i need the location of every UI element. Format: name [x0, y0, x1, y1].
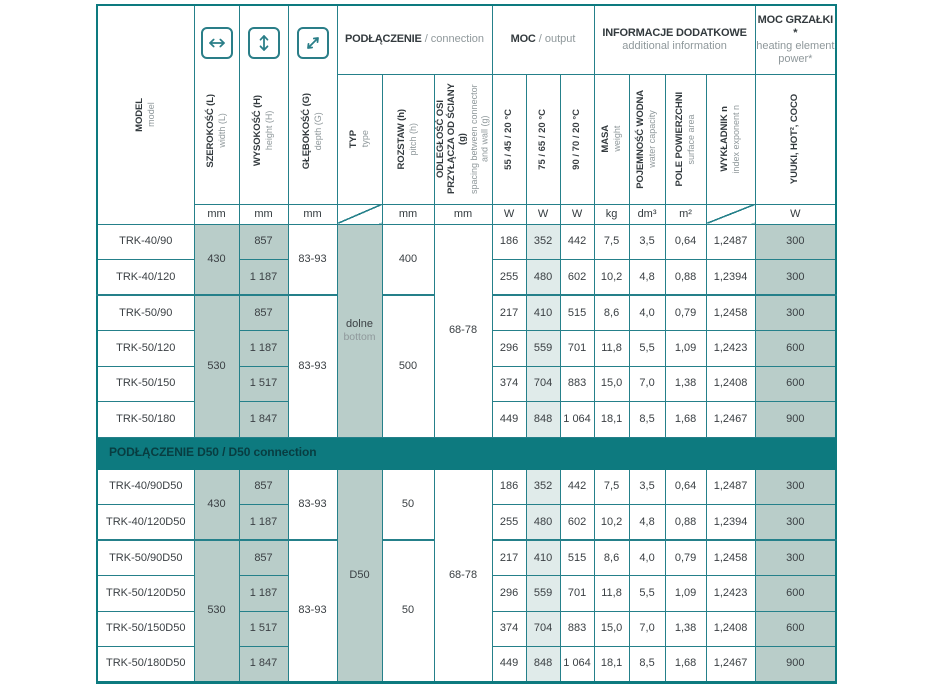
depth-header-label — [302, 93, 324, 169]
exponent-cell: 1,2423 — [706, 576, 755, 612]
typ-header-en: type — [359, 130, 370, 148]
heater-power-cell: 600 — [755, 331, 836, 367]
exponent-header — [706, 74, 755, 204]
surface-area-header-label — [675, 92, 697, 186]
units-row — [97, 204, 836, 224]
output-75-cell: 480 — [526, 505, 560, 541]
rozstaw-cell: 500 — [382, 295, 434, 437]
d50-section-band-label: PODŁĄCZENIE D50 / D50 connection — [97, 437, 836, 469]
exponent-unit-diagonal — [706, 204, 755, 224]
output-55-cell: 449 — [492, 402, 526, 438]
depth-cell: 83-93 — [288, 469, 337, 540]
exponent-header-en: index exponent n — [730, 104, 741, 174]
height-cell: 1 187 — [239, 260, 288, 296]
exponent-cell: 1,2394 — [706, 260, 755, 296]
surface-area-cell: 0,79 — [665, 295, 706, 331]
output-55-unit: W — [492, 204, 526, 224]
heater-power-group-en: heating element power* — [756, 40, 835, 65]
depth-header — [288, 5, 337, 204]
output-55-cell: 255 — [492, 505, 526, 541]
weight-cell: 11,8 — [594, 576, 629, 612]
output-75-cell: 848 — [526, 647, 560, 683]
heater-power-unit: W — [755, 204, 836, 224]
output-55-cell: 296 — [492, 331, 526, 367]
output-75-header-label — [538, 109, 549, 170]
height-header — [239, 5, 288, 204]
odleglosc-cell: 68-78 — [434, 469, 492, 682]
typ-value-pl: D50 — [349, 568, 370, 581]
heater-brands-header — [755, 74, 836, 204]
output-90-unit: W — [560, 204, 594, 224]
width-arrow-icon — [201, 27, 233, 59]
height-header-label — [253, 95, 275, 166]
weight-cell: 8,6 — [594, 540, 629, 576]
water-capacity-cell: 4,0 — [629, 540, 665, 576]
height-cell: 1 847 — [239, 402, 288, 438]
model-header-en: model — [145, 102, 156, 128]
output-90-text: 90 / 70 / 20 °C — [570, 108, 582, 170]
width-cell: 430 — [194, 469, 239, 540]
exponent-cell: 1,2467 — [706, 402, 755, 438]
output-90-header — [560, 74, 594, 204]
output-75-unit: W — [526, 204, 560, 224]
output-75-header — [526, 74, 560, 204]
exponent-header-label — [720, 105, 742, 174]
output-90-cell: 442 — [560, 469, 594, 505]
model-cell: TRK-40/120D50 — [97, 505, 194, 541]
output-75-cell: 480 — [526, 260, 560, 296]
height-header-pl: WYSOKOŚĆ (H) — [251, 95, 263, 167]
surface-area-cell: 1,09 — [665, 331, 706, 367]
output-55-cell: 374 — [492, 366, 526, 402]
output-90-cell: 701 — [560, 576, 594, 612]
additional-info-group-header — [594, 5, 755, 74]
exponent-cell: 1,2487 — [706, 224, 755, 260]
model-cell: TRK-50/180D50 — [97, 647, 194, 683]
output-group-en: / output — [538, 33, 576, 46]
output-75-cell: 352 — [526, 224, 560, 260]
water-capacity-cell: 4,8 — [629, 505, 665, 541]
height-cell: 1 187 — [239, 505, 288, 541]
height-cell: 1 187 — [239, 576, 288, 612]
rozstaw-header — [382, 74, 434, 204]
water-capacity-header-pl: POJEMNOŚĆ WODNA — [635, 89, 647, 189]
output-75-cell: 352 — [526, 469, 560, 505]
model-cell: TRK-40/120 — [97, 260, 194, 296]
typ-value-en: bottom — [343, 330, 376, 343]
model-header-label — [135, 98, 157, 132]
depth-cell: 83-93 — [288, 224, 337, 295]
height-arrow-icon — [248, 27, 280, 59]
water-capacity-unit: dm³ — [629, 204, 665, 224]
height-unit: mm — [239, 204, 288, 224]
water-capacity-cell: 8,5 — [629, 402, 665, 438]
width-cell: 430 — [194, 224, 239, 295]
water-capacity-header — [629, 74, 665, 204]
depth-cell: 83-93 — [288, 540, 337, 682]
additional-info-group-en: additional information — [622, 40, 727, 53]
output-90-cell: 602 — [560, 260, 594, 296]
table-row — [97, 469, 836, 505]
additional-info-group-pl: INFORMACJE DODATKOWE — [602, 26, 747, 39]
typ-header — [337, 74, 382, 204]
output-90-cell: 883 — [560, 611, 594, 647]
water-capacity-cell: 7,0 — [629, 611, 665, 647]
depth-arrow-icon — [297, 27, 329, 59]
exponent-cell: 1,2487 — [706, 469, 755, 505]
water-capacity-header-label — [636, 90, 658, 189]
d50-section-band — [97, 437, 836, 469]
output-55-header-label — [504, 109, 515, 170]
output-55-cell: 217 — [492, 540, 526, 576]
water-capacity-header-en: water capacity — [647, 110, 658, 168]
heater-power-cell: 600 — [755, 366, 836, 402]
water-capacity-cell: 8,5 — [629, 647, 665, 683]
surface-area-cell: 0,64 — [665, 469, 706, 505]
width-cell: 530 — [194, 540, 239, 682]
weight-cell: 7,5 — [594, 224, 629, 260]
depth-header-en: depth (G) — [312, 111, 323, 150]
output-90-cell: 515 — [560, 295, 594, 331]
odleglosc-header — [434, 74, 492, 204]
water-capacity-cell: 5,5 — [629, 331, 665, 367]
rozstaw-header-pl: ROZSTAW (h) — [396, 108, 408, 170]
width-header — [194, 5, 239, 204]
surface-area-cell: 0,64 — [665, 224, 706, 260]
output-55-header — [492, 74, 526, 204]
table-row — [97, 224, 836, 260]
model-cell: TRK-50/90D50 — [97, 540, 194, 576]
heater-power-cell: 300 — [755, 295, 836, 331]
output-90-cell: 1 064 — [560, 402, 594, 438]
weight-cell: 11,8 — [594, 331, 629, 367]
weight-cell: 10,2 — [594, 260, 629, 296]
output-55-cell: 374 — [492, 611, 526, 647]
width-header-label — [206, 94, 228, 168]
odleglosc-header-pl: ODLEGŁOŚĆ OSI PRZYŁĄCZA OD ŚCIANY (g) — [434, 83, 468, 195]
model-cell: TRK-50/150D50 — [97, 611, 194, 647]
surface-area-cell: 0,88 — [665, 505, 706, 541]
typ-cell — [337, 224, 382, 437]
heater-power-cell: 900 — [755, 647, 836, 683]
heater-power-group-pl: MOC GRZAŁKI * — [757, 13, 834, 39]
weight-header-pl: MASA — [599, 125, 611, 153]
rozstaw-header-label — [397, 109, 419, 169]
typ-value-pl: dolne — [346, 318, 373, 331]
odleglosc-header-label — [436, 77, 490, 201]
heater-power-cell: 900 — [755, 402, 836, 438]
output-55-cell: 217 — [492, 295, 526, 331]
heater-power-cell: 300 — [755, 505, 836, 541]
height-cell: 857 — [239, 224, 288, 260]
output-55-cell: 255 — [492, 260, 526, 296]
weight-cell: 15,0 — [594, 366, 629, 402]
heater-power-cell: 600 — [755, 611, 836, 647]
model-header-pl: MODEL — [133, 97, 145, 132]
height-cell: 1 847 — [239, 647, 288, 683]
output-55-cell: 186 — [492, 224, 526, 260]
model-cell: TRK-40/90 — [97, 224, 194, 260]
output-75-cell: 704 — [526, 611, 560, 647]
rozstaw-header-en: pitch (h) — [408, 122, 419, 156]
radiator-spec-table — [96, 4, 837, 684]
weight-cell: 8,6 — [594, 295, 629, 331]
heater-brands-text: YUUKI, HOT², COCO — [788, 93, 800, 185]
output-75-cell: 410 — [526, 295, 560, 331]
height-cell: 857 — [239, 469, 288, 505]
depth-header-pl: GŁĘBOKOŚĆ (G) — [300, 92, 312, 169]
exponent-cell: 1,2458 — [706, 540, 755, 576]
surface-area-header-en: surface area — [685, 113, 696, 165]
exponent-cell: 1,2408 — [706, 611, 755, 647]
header-row-groups — [97, 5, 836, 74]
depth-cell: 83-93 — [288, 295, 337, 437]
surface-area-header — [665, 74, 706, 204]
heater-power-cell: 300 — [755, 260, 836, 296]
heater-brands-label — [790, 94, 801, 184]
odleglosc-unit: mm — [434, 204, 492, 224]
height-cell: 1 187 — [239, 331, 288, 367]
heater-power-cell: 300 — [755, 540, 836, 576]
odleglosc-cell: 68-78 — [434, 224, 492, 437]
output-55-cell: 186 — [492, 469, 526, 505]
weight-header — [594, 74, 629, 204]
connection-group-en: / connection — [424, 33, 485, 46]
output-90-header-label — [572, 109, 583, 170]
connection-group-pl: PODŁĄCZENIE — [344, 33, 422, 46]
surface-area-cell: 1,09 — [665, 576, 706, 612]
model-cell: TRK-50/120 — [97, 331, 194, 367]
rozstaw-cell: 50 — [382, 540, 434, 682]
output-55-cell: 296 — [492, 576, 526, 612]
output-group-pl: MOC — [510, 33, 536, 46]
output-75-cell: 848 — [526, 402, 560, 438]
weight-cell: 18,1 — [594, 402, 629, 438]
surface-area-header-pl: POLE POWIERZCHNI — [673, 91, 685, 187]
water-capacity-cell: 3,5 — [629, 224, 665, 260]
exponent-cell: 1,2408 — [706, 366, 755, 402]
surface-area-cell: 0,88 — [665, 260, 706, 296]
water-capacity-cell: 5,5 — [629, 576, 665, 612]
rozstaw-cell: 400 — [382, 224, 434, 295]
output-90-cell: 515 — [560, 540, 594, 576]
connection-group-header — [337, 5, 492, 74]
weight-header-label — [601, 125, 623, 153]
water-capacity-cell: 3,5 — [629, 469, 665, 505]
exponent-cell: 1,2458 — [706, 295, 755, 331]
surface-area-cell: 1,68 — [665, 647, 706, 683]
exponent-cell: 1,2467 — [706, 647, 755, 683]
height-cell: 857 — [239, 540, 288, 576]
typ-unit-diagonal — [337, 204, 382, 224]
height-cell: 1 517 — [239, 366, 288, 402]
model-cell: TRK-40/90D50 — [97, 469, 194, 505]
surface-area-cell: 1,38 — [665, 611, 706, 647]
surface-area-unit: m² — [665, 204, 706, 224]
odleglosc-header-en: spacing between connector and wall (g) — [468, 84, 490, 194]
output-75-text: 75 / 65 / 20 °C — [536, 108, 548, 170]
output-90-cell: 883 — [560, 366, 594, 402]
water-capacity-cell: 4,0 — [629, 295, 665, 331]
weight-cell: 15,0 — [594, 611, 629, 647]
typ-cell — [337, 469, 382, 682]
surface-area-cell: 1,68 — [665, 402, 706, 438]
surface-area-cell: 1,38 — [665, 366, 706, 402]
output-90-cell: 442 — [560, 224, 594, 260]
output-90-cell: 1 064 — [560, 647, 594, 683]
output-75-cell: 559 — [526, 576, 560, 612]
model-header — [97, 5, 194, 224]
output-55-text: 55 / 45 / 20 °C — [502, 108, 514, 170]
water-capacity-cell: 7,0 — [629, 366, 665, 402]
typ-header-pl: TYP — [347, 129, 359, 149]
model-cell: TRK-50/120D50 — [97, 576, 194, 612]
output-90-cell: 701 — [560, 331, 594, 367]
weight-cell: 10,2 — [594, 505, 629, 541]
weight-cell: 7,5 — [594, 469, 629, 505]
height-header-en: height (H) — [263, 110, 274, 151]
depth-unit: mm — [288, 204, 337, 224]
exponent-cell: 1,2394 — [706, 505, 755, 541]
output-55-cell: 449 — [492, 647, 526, 683]
output-75-cell: 704 — [526, 366, 560, 402]
surface-area-cell: 0,79 — [665, 540, 706, 576]
width-cell: 530 — [194, 295, 239, 437]
model-cell: TRK-50/90 — [97, 295, 194, 331]
rozstaw-cell: 50 — [382, 469, 434, 540]
weight-unit: kg — [594, 204, 629, 224]
heater-power-cell: 600 — [755, 576, 836, 612]
width-header-pl: SZEROKOŚĆ (L) — [204, 93, 216, 168]
output-90-cell: 602 — [560, 505, 594, 541]
output-75-cell: 410 — [526, 540, 560, 576]
weight-cell: 18,1 — [594, 647, 629, 683]
exponent-header-pl: WYKŁADNIK n — [718, 106, 730, 172]
output-75-cell: 559 — [526, 331, 560, 367]
model-cell: TRK-50/150 — [97, 366, 194, 402]
exponent-cell: 1,2423 — [706, 331, 755, 367]
heater-power-group-header — [755, 5, 836, 74]
typ-header-label — [349, 130, 371, 148]
water-capacity-cell: 4,8 — [629, 260, 665, 296]
height-cell: 1 517 — [239, 611, 288, 647]
height-cell: 857 — [239, 295, 288, 331]
heater-power-cell: 300 — [755, 224, 836, 260]
model-cell: TRK-50/180 — [97, 402, 194, 438]
width-unit: mm — [194, 204, 239, 224]
weight-header-en: weight — [611, 125, 622, 152]
heater-power-cell: 300 — [755, 469, 836, 505]
rozstaw-unit: mm — [382, 204, 434, 224]
output-group-header — [492, 5, 594, 74]
width-header-en: width (L) — [216, 113, 227, 149]
